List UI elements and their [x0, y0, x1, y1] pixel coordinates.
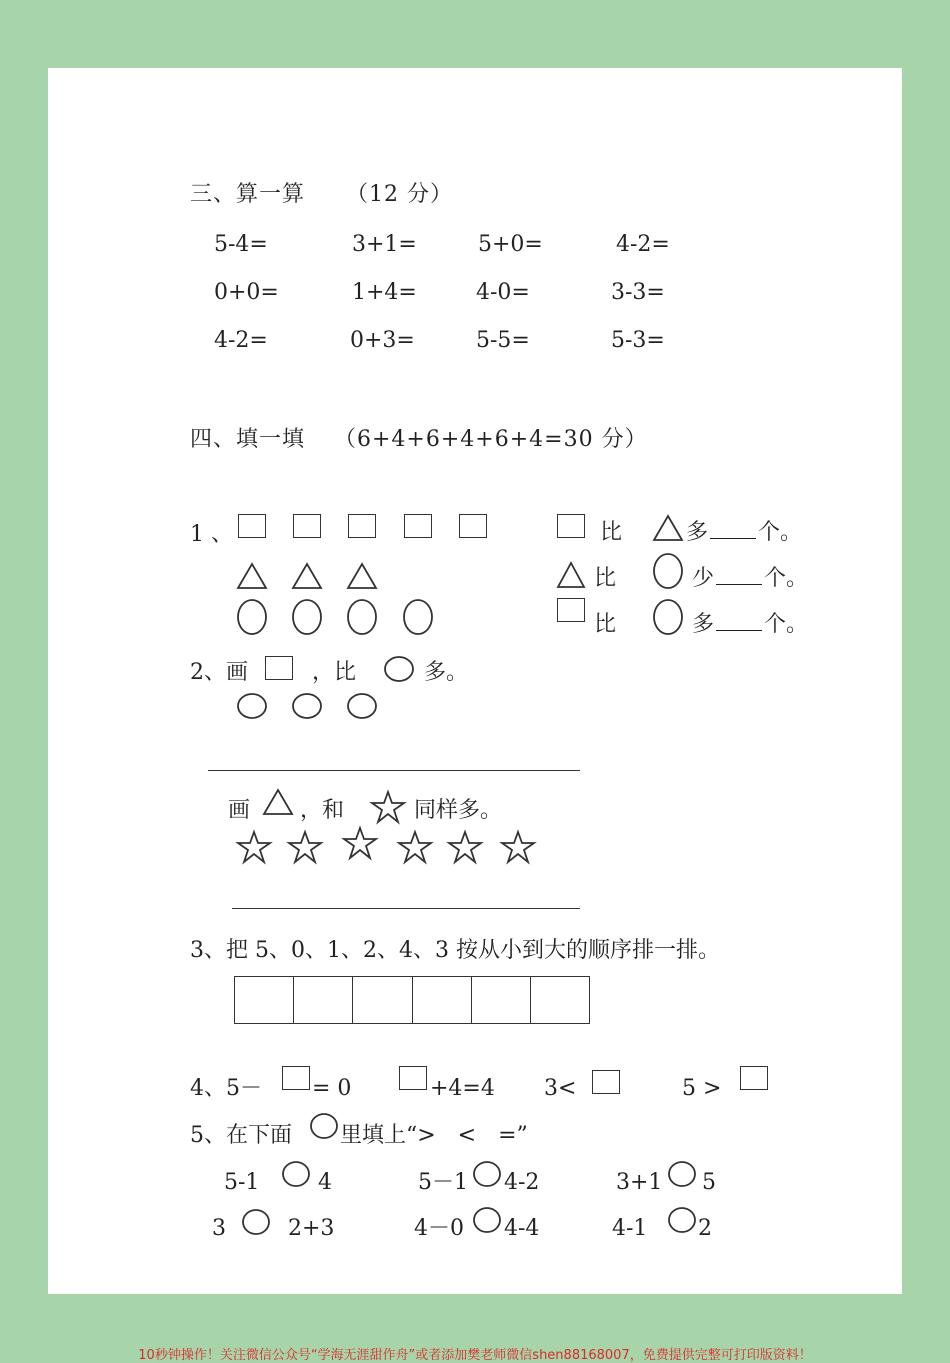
calc-item: 3-3=	[611, 280, 665, 305]
oval-icon	[652, 552, 684, 590]
square-icon	[404, 514, 432, 538]
compare-bi: 比	[594, 612, 617, 637]
calc-item: 3+1=	[352, 232, 417, 257]
triangle-icon	[346, 562, 378, 590]
oval-icon	[383, 655, 415, 683]
compare-duo: 多	[686, 520, 709, 545]
circle-icon	[309, 1112, 339, 1140]
square-icon	[348, 514, 376, 538]
square-icon	[459, 514, 487, 538]
triangle-icon	[652, 514, 684, 542]
calc-item: 0+3=	[350, 328, 415, 353]
calc-item: 4-2=	[616, 232, 670, 257]
q3-text: 3、把 5、0、1、2、4、3 按从小到大的顺序排一排。	[190, 938, 720, 963]
q4-c-pre: 3<	[544, 1076, 577, 1101]
star-icon	[342, 826, 378, 860]
star-icon	[287, 830, 323, 864]
compare-line	[692, 614, 808, 636]
answer-box[interactable]	[282, 1066, 310, 1090]
compare-circle[interactable]	[472, 1206, 502, 1234]
oval-icon	[236, 692, 268, 720]
compare-shao: 少	[692, 566, 715, 591]
oval-icon	[402, 598, 434, 636]
q1-number: 1 、	[190, 522, 233, 547]
compare-circle[interactable]	[667, 1160, 697, 1188]
star-icon	[370, 790, 406, 824]
star-icon	[236, 830, 272, 864]
star-icon	[500, 830, 536, 864]
footer-note: 10秒钟操作！关注微信公众号“学海无涯甜作舟”或者添加樊老师微信shen88168007，免费提供完整可打印版资料！	[138, 1348, 812, 1363]
q5-title-post: 里填上“> < =”	[340, 1123, 528, 1148]
order-box[interactable]	[531, 977, 589, 1023]
answer-blank[interactable]	[716, 584, 762, 585]
compare-right: 2+3	[288, 1216, 335, 1241]
q4-b-post: +4=4	[430, 1076, 495, 1101]
compare-right: 5	[702, 1170, 716, 1195]
order-box[interactable]	[413, 977, 472, 1023]
compare-left: 4-1	[612, 1216, 648, 1241]
compare-right: 2	[698, 1216, 712, 1241]
triangle-icon	[556, 561, 586, 589]
compare-ge: 个。	[758, 520, 803, 545]
q2b-same: 同样多。	[414, 798, 503, 823]
calc-item: 5-3=	[611, 328, 665, 353]
answer-blank[interactable]	[716, 630, 762, 631]
calc-item: 4-0=	[476, 280, 530, 305]
section4-title: 四、填一填	[190, 427, 306, 452]
order-box[interactable]	[353, 977, 412, 1023]
compare-circle[interactable]	[667, 1206, 697, 1234]
square-icon	[557, 514, 585, 538]
compare-left: 3	[212, 1216, 226, 1241]
compare-ge: 个。	[764, 612, 809, 637]
triangle-icon	[291, 562, 323, 590]
section4-score: （6+4+6+4+6+4=30 分）	[334, 427, 648, 452]
oval-icon	[291, 598, 323, 636]
compare-circle[interactable]	[241, 1208, 271, 1236]
oval-icon	[236, 598, 268, 636]
q4-d-pre: 5 >	[682, 1076, 722, 1101]
square-icon	[557, 598, 585, 622]
oval-icon	[652, 598, 684, 636]
triangle-icon	[236, 562, 268, 590]
calc-item: 0+0=	[214, 280, 279, 305]
answer-blank[interactable]	[710, 538, 756, 539]
oval-icon	[346, 598, 378, 636]
answer-box[interactable]	[592, 1070, 620, 1094]
compare-line	[686, 522, 802, 544]
calc-item: 5-4=	[214, 232, 268, 257]
compare-bi: 比	[600, 520, 623, 545]
q2b-hua: 画	[228, 798, 251, 823]
q2-comma-bi: ，比	[312, 660, 357, 685]
calc-item: 5-5=	[476, 328, 530, 353]
compare-duo: 多	[692, 612, 715, 637]
q2-duo: 多。	[424, 660, 469, 685]
compare-right: 4	[318, 1170, 332, 1195]
star-icon	[447, 830, 483, 864]
section3-score: （12 分）	[346, 182, 453, 207]
oval-icon	[346, 692, 378, 720]
worksheet-page	[48, 68, 902, 1294]
q4-a-pre: 4、5－	[190, 1076, 262, 1101]
compare-right: 4-2	[504, 1170, 540, 1195]
compare-line	[692, 568, 808, 590]
compare-right: 4-4	[504, 1216, 540, 1241]
drawing-line[interactable]	[208, 770, 580, 771]
answer-box[interactable]	[399, 1066, 427, 1090]
q2-number: 2、画	[190, 660, 248, 685]
compare-left: 3+1	[616, 1170, 663, 1195]
drawing-line[interactable]	[232, 908, 580, 909]
calc-item: 4-2=	[214, 328, 268, 353]
compare-circle[interactable]	[472, 1160, 502, 1188]
compare-left: 4－0	[414, 1216, 464, 1241]
square-icon	[265, 656, 293, 680]
triangle-icon	[262, 788, 294, 816]
calc-item: 1+4=	[352, 280, 417, 305]
compare-left: 5-1	[224, 1170, 260, 1195]
star-icon	[397, 830, 433, 864]
section3-title: 三、算一算	[190, 182, 306, 207]
order-box[interactable]	[472, 977, 531, 1023]
oval-icon	[291, 692, 323, 720]
q5-title-pre: 5、在下面	[190, 1123, 292, 1148]
compare-ge: 个。	[764, 566, 809, 591]
order-box[interactable]	[294, 977, 353, 1023]
order-box[interactable]	[235, 977, 294, 1023]
square-icon	[293, 514, 321, 538]
compare-bi: 比	[594, 566, 617, 591]
square-icon	[238, 514, 266, 538]
compare-circle[interactable]	[281, 1160, 311, 1188]
compare-left: 5－1	[418, 1170, 468, 1195]
q4-a-post: = 0	[312, 1076, 352, 1101]
answer-box[interactable]	[740, 1066, 768, 1090]
order-boxes	[234, 976, 590, 1024]
q2b-he: ，和	[300, 798, 345, 823]
calc-item: 5+0=	[478, 232, 543, 257]
